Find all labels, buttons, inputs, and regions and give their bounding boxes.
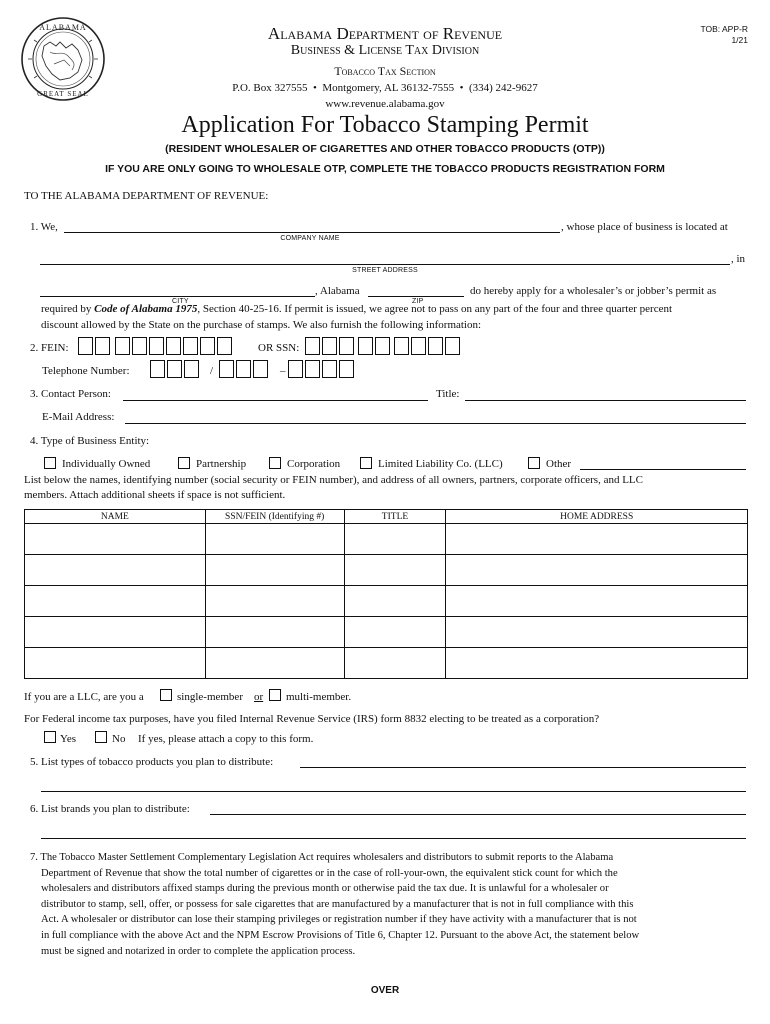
corporation-checkbox[interactable] bbox=[269, 457, 281, 469]
individually-owned-checkbox[interactable] bbox=[44, 457, 56, 469]
single-member-label: single-member bbox=[177, 691, 243, 703]
page-title: Application For Tobacco Stamping Permit bbox=[181, 112, 589, 138]
brands-field[interactable] bbox=[210, 814, 746, 815]
irs-no-checkbox[interactable] bbox=[95, 731, 107, 743]
form-id: TOB: APP-R bbox=[700, 24, 748, 34]
table-cell[interactable] bbox=[446, 555, 748, 586]
q3-contact-label: 3. Contact Person: bbox=[30, 388, 111, 400]
table-row bbox=[25, 555, 748, 586]
llc-or: or bbox=[254, 691, 264, 703]
telephone-label: Telephone Number: bbox=[42, 365, 130, 377]
other-entity-field[interactable] bbox=[580, 469, 746, 470]
q4-entity-label: 4. Type of Business Entity: bbox=[30, 435, 150, 447]
q1-we: 1. We, bbox=[30, 221, 58, 233]
fein-digit-box[interactable] bbox=[95, 337, 110, 355]
q1-discount-text: discount allowed by the State on the purchase of stamps. We also furnish the following information: bbox=[41, 319, 482, 331]
llc-question-pre: If you are a LLC, are you a bbox=[24, 691, 144, 703]
section-name: Tobacco Tax Section bbox=[334, 64, 436, 78]
q7-line: 7. The Tobacco Master Settlement Complementary Legislation Act requires wholesalers and distributors to submit reports to the Alabama bbox=[30, 852, 614, 863]
q7-line: in full compliance with the above Act and the NPM Escrow Provisions of Title 6, Chapter 12. Pursuant to the above Act, the statement below bbox=[41, 929, 640, 941]
q7-line: Act. A wholesaler or distributor can lose their stamping privileges or registration number if they have activity with a manufacturer that is not bbox=[41, 914, 637, 926]
table-cell[interactable] bbox=[344, 586, 446, 617]
multi-member-label: multi-member. bbox=[286, 691, 352, 703]
col-address-header: HOME ADDRESS bbox=[446, 510, 748, 524]
table-cell[interactable] bbox=[344, 648, 446, 679]
table-cell[interactable] bbox=[205, 586, 344, 617]
table-row bbox=[25, 648, 748, 679]
table-cell[interactable] bbox=[446, 648, 748, 679]
over-label: OVER bbox=[370, 985, 400, 996]
ssn-digit-box[interactable] bbox=[339, 337, 354, 355]
table-cell[interactable] bbox=[25, 617, 206, 648]
table-cell[interactable] bbox=[25, 524, 206, 555]
single-member-checkbox[interactable] bbox=[160, 689, 172, 701]
q1-required-post: , Section 40-25-16. If permit is issued, we agree not to pass on any part of the four and three quarter percent bbox=[197, 303, 673, 315]
ssn-digit-box[interactable] bbox=[394, 337, 409, 355]
company-name-label: COMPANY NAME bbox=[280, 235, 340, 242]
partnership-label: Partnership bbox=[196, 458, 247, 470]
street-address-label: STREET ADDRESS bbox=[352, 267, 418, 274]
svg-text:ALABAMA: ALABAMA bbox=[39, 23, 87, 32]
ssn-digit-box[interactable] bbox=[411, 337, 426, 355]
q1-required-pre: required by bbox=[41, 303, 92, 315]
alabama-seal-icon bbox=[20, 16, 106, 102]
ssn-digit-box[interactable] bbox=[322, 337, 337, 355]
fein-digit-box[interactable] bbox=[115, 337, 130, 355]
telephone-digit-box[interactable] bbox=[219, 360, 234, 378]
tel-dash: – bbox=[280, 365, 286, 377]
svg-text:GREAT SEAL: GREAT SEAL bbox=[37, 90, 89, 98]
telephone-digit-box[interactable] bbox=[339, 360, 354, 378]
email-label: E-Mail Address: bbox=[42, 411, 115, 423]
if-yes-note: If yes, please attach a copy to this form. bbox=[138, 733, 314, 745]
q1-place-text: , whose place of business is located at bbox=[561, 221, 728, 233]
q7-line: Department of Revenue that show the total number of cigarettes or in the case of roll-your-own, the equivalent stick count for which the bbox=[41, 867, 618, 879]
table-cell[interactable] bbox=[344, 617, 446, 648]
fein-digit-box[interactable] bbox=[200, 337, 215, 355]
table-cell[interactable] bbox=[344, 555, 446, 586]
ssn-digit-box[interactable] bbox=[445, 337, 460, 355]
code-of-alabama: Code of Alabama 1975 bbox=[94, 303, 198, 315]
other-label: Other bbox=[546, 458, 572, 470]
table-cell[interactable] bbox=[446, 586, 748, 617]
alabama-text: , Alabama bbox=[315, 285, 360, 297]
q5-label: 5. List types of tobacco products you plan to distribute: bbox=[30, 756, 274, 768]
individually-owned-label: Individually Owned bbox=[62, 458, 151, 470]
table-cell[interactable] bbox=[344, 524, 446, 555]
telephone-digit-box[interactable] bbox=[184, 360, 199, 378]
irs-yes-checkbox[interactable] bbox=[44, 731, 56, 743]
subtitle: (RESIDENT WHOLESALER OF CIGARETTES AND OTHER TOBACCO PRODUCTS (OTP)) bbox=[165, 143, 605, 155]
street-address-field[interactable] bbox=[40, 264, 730, 265]
contact-person-field[interactable] bbox=[123, 400, 428, 401]
ssn-label: OR SSN: bbox=[258, 342, 300, 354]
telephone-digit-box[interactable] bbox=[253, 360, 268, 378]
telephone-digit-box[interactable] bbox=[167, 360, 182, 378]
website-link[interactable]: www.revenue.alabama.gov bbox=[325, 98, 445, 110]
fein-digit-box[interactable] bbox=[217, 337, 232, 355]
email-field[interactable] bbox=[125, 423, 746, 424]
owners-instructions-1: List below the names, identifying number (social security or FEIN number), and address of all owners, partners, corporate officers, and LLC bbox=[24, 474, 643, 486]
irs-no-label: No bbox=[112, 733, 126, 745]
tobacco-types-field[interactable] bbox=[300, 767, 746, 768]
addressee: TO THE ALABAMA DEPARTMENT OF REVENUE: bbox=[24, 190, 269, 202]
brands-field-2[interactable] bbox=[41, 838, 746, 839]
q7-line: distributor to stamp, sell, offer, or possess for sale cigarettes that are manufactured by a manufacturer that is not in full compliance with this bbox=[41, 898, 634, 910]
ssn-digit-box[interactable] bbox=[358, 337, 373, 355]
ssn-digit-box[interactable] bbox=[305, 337, 320, 355]
q6-label: 6. List brands you plan to distribute: bbox=[30, 803, 190, 815]
table-cell[interactable] bbox=[205, 524, 344, 555]
zip-field[interactable] bbox=[368, 296, 464, 297]
q7-line: must be signed and notarized in order to complete the application process. bbox=[41, 945, 356, 957]
q1-apply-text: do hereby apply for a wholesaler’s or jobber’s permit as bbox=[470, 285, 717, 297]
fein-digit-box[interactable] bbox=[149, 337, 164, 355]
fein-digit-box[interactable] bbox=[166, 337, 181, 355]
ssn-digit-box[interactable] bbox=[375, 337, 390, 355]
table-row bbox=[25, 617, 748, 648]
col-name-header: NAME bbox=[25, 510, 206, 524]
zip-label: ZIP bbox=[412, 298, 424, 305]
partnership-checkbox[interactable] bbox=[178, 457, 190, 469]
telephone-digit-box[interactable] bbox=[305, 360, 320, 378]
telephone-digit-box[interactable] bbox=[288, 360, 303, 378]
form-date: 1/21 bbox=[731, 35, 748, 45]
otp-notice: IF YOU ARE ONLY GOING TO WHOLESALE OTP, COMPLETE THE TOBACCO PRODUCTS REGISTRATION FORM bbox=[105, 163, 665, 175]
llc-question bbox=[24, 691, 144, 703]
table-cell[interactable] bbox=[25, 648, 206, 679]
mailing-address: P.O. Box 327555 • Montgomery, AL 36132-7555 • (334) 242-9627 bbox=[232, 82, 538, 94]
table-cell[interactable] bbox=[25, 586, 206, 617]
fein-digit-box[interactable] bbox=[78, 337, 93, 355]
table-cell[interactable] bbox=[205, 648, 344, 679]
contact-title-field[interactable] bbox=[465, 400, 746, 401]
col-ssn-header: SSN/FEIN (Identifying #) bbox=[205, 510, 344, 524]
col-title-header: TITLE bbox=[344, 510, 446, 524]
irs-question: For Federal income tax purposes, have you filed Internal Revenue Service (IRS) form 8832 electing to be treated as a corporation? bbox=[24, 713, 600, 725]
table-cell[interactable] bbox=[25, 555, 206, 586]
telephone-digit-box[interactable] bbox=[150, 360, 165, 378]
tel-slash: / bbox=[210, 365, 214, 377]
table-row bbox=[25, 586, 748, 617]
division-name: Business & License Tax Division bbox=[290, 43, 480, 58]
q1-in-text: , in bbox=[731, 253, 746, 265]
table-cell[interactable] bbox=[446, 524, 748, 555]
q2-fein-label: 2. FEIN: bbox=[30, 342, 69, 354]
other-checkbox[interactable] bbox=[528, 457, 540, 469]
owners-instructions-2: members. Attach additional sheets if space is not sufficient. bbox=[24, 489, 286, 501]
tobacco-types-field-2[interactable] bbox=[41, 791, 746, 792]
table-cell[interactable] bbox=[205, 555, 344, 586]
telephone-digit-box[interactable] bbox=[236, 360, 251, 378]
q7-paragraph bbox=[30, 850, 750, 959]
owners-table bbox=[24, 509, 748, 679]
multi-member-checkbox[interactable] bbox=[269, 689, 281, 701]
fein-digit-box[interactable] bbox=[132, 337, 147, 355]
corporation-label: Corporation bbox=[287, 458, 341, 470]
llc-checkbox[interactable] bbox=[360, 457, 372, 469]
city-label: CITY bbox=[172, 298, 189, 305]
ssn-digit-box[interactable] bbox=[428, 337, 443, 355]
q1-required-text bbox=[41, 303, 672, 315]
llc-label: Limited Liability Co. (LLC) bbox=[378, 458, 503, 470]
department-name: Alabama Department of Revenue bbox=[267, 24, 503, 43]
irs-yes-label: Yes bbox=[60, 733, 77, 745]
table-row bbox=[25, 524, 748, 555]
telephone-digit-box[interactable] bbox=[322, 360, 337, 378]
city-field[interactable] bbox=[40, 296, 315, 297]
q3-title-label: Title: bbox=[436, 388, 460, 400]
table-cell[interactable] bbox=[205, 617, 344, 648]
q7-line: wholesalers and distributors affixed stamps during the previous month or otherwise paid the tax due. It is unlawful for a wholesaler or bbox=[41, 883, 609, 895]
fein-digit-box[interactable] bbox=[183, 337, 198, 355]
table-cell[interactable] bbox=[446, 617, 748, 648]
company-name-field[interactable] bbox=[64, 232, 560, 233]
